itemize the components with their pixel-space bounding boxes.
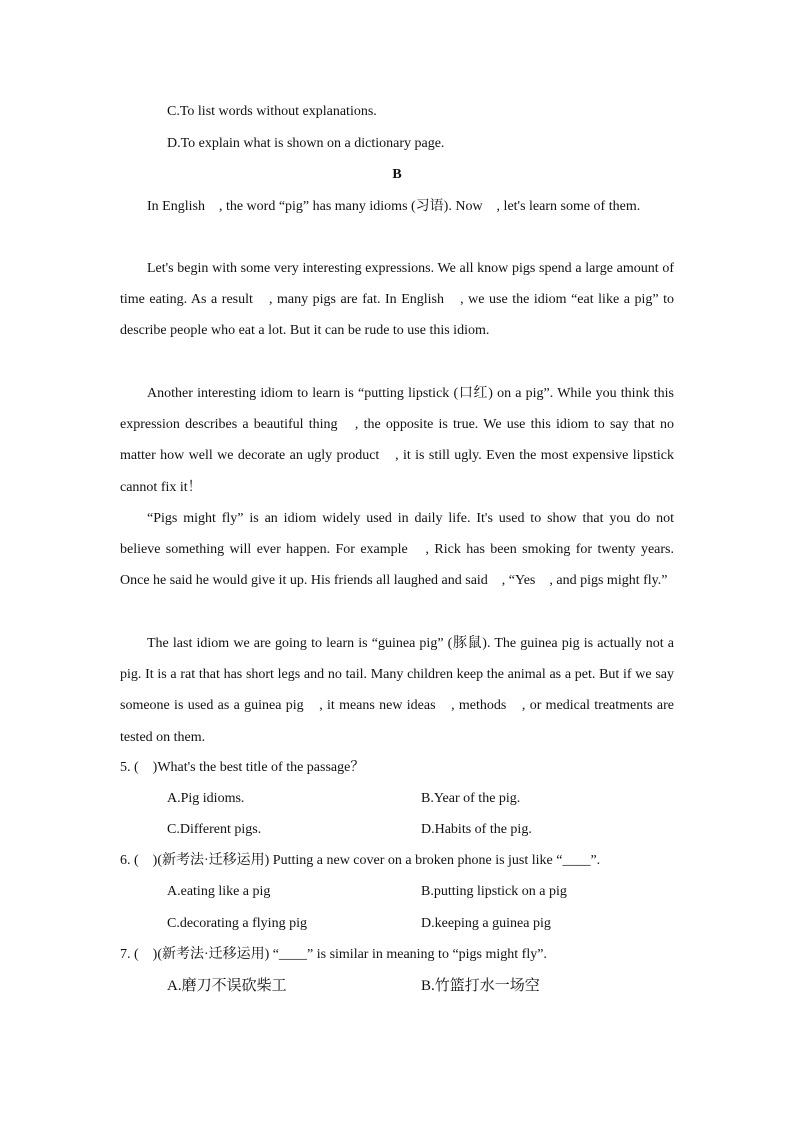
question-7-option-a: A.磨刀不误砍柴工 xyxy=(167,978,287,994)
question-5-option-d: D.Habits of the pig. xyxy=(421,822,532,837)
paragraph-1: In English , the word “pig” has many idioms (习语). Now , let's learn some of them. xyxy=(147,199,641,214)
prev-option-c: C.To list words without explanations. xyxy=(167,104,377,119)
question-5-option-a: A.Pig idioms. xyxy=(167,791,245,806)
paragraph-2: Let's begin with some very interesting expressions. We all know pigs spend a large amount of time eating. As a result , many pigs are fat. In English , we use the idiom “eat like a pig” to describe people who eat a lot. But it can be rude to use this idiom. xyxy=(120,261,674,339)
question-6-option-b: B.putting lipstick on a pig xyxy=(421,884,567,899)
paragraph-3: Another interesting idiom to learn is “putting lipstick (口红) on a pig”. While you think this expression describes a beautiful thing , the opposite is true. We use this idiom to say that no matter how well we decorate an ugly product , it is still ugly. Even the most expensive lipstick cannot fix it！ xyxy=(120,386,674,495)
paragraph-4: “Pigs might fly” is an idiom widely used in daily life. It's used to show that you do not believe something will ever happen. For example , Rick has been smoking for twenty years. Once he said he would give it up. His friends all laughed and said , “Yes , and pigs might fly.” xyxy=(120,511,674,589)
question-5-stem: 5. ( )What's the best title of the passage？ xyxy=(120,760,365,775)
paragraph-5: The last idiom we are going to learn is “guinea pig” (豚鼠). The guinea pig is actually not a pig. It is a rat that has short legs and no tail. Many children keep the animal as a pet. But if we say someone is used as a guinea pig , it means new ideas , methods , or medical treatments are tested on them. xyxy=(120,636,674,745)
question-7-stem: 7. ( )(新考法·迁移运用) “____” is similar in meaning to “pigs might fly”. xyxy=(120,947,547,962)
question-6-option-c: C.decorating a flying pig xyxy=(167,916,307,931)
section-title: B xyxy=(392,167,402,182)
question-6-option-a: A.eating like a pig xyxy=(167,884,271,899)
question-6-stem: 6. ( )(新考法·迁移运用) Putting a new cover on a broken phone is just like “____”. xyxy=(120,853,601,868)
question-6-option-d: D.keeping a guinea pig xyxy=(421,916,551,931)
question-5-option-c: C.Different pigs. xyxy=(167,822,262,837)
question-5-option-b: B.Year of the pig. xyxy=(421,791,521,806)
prev-option-d: D.To explain what is shown on a dictionary page. xyxy=(167,136,445,151)
question-7-option-b: B.竹篮打水一场空 xyxy=(421,978,540,994)
